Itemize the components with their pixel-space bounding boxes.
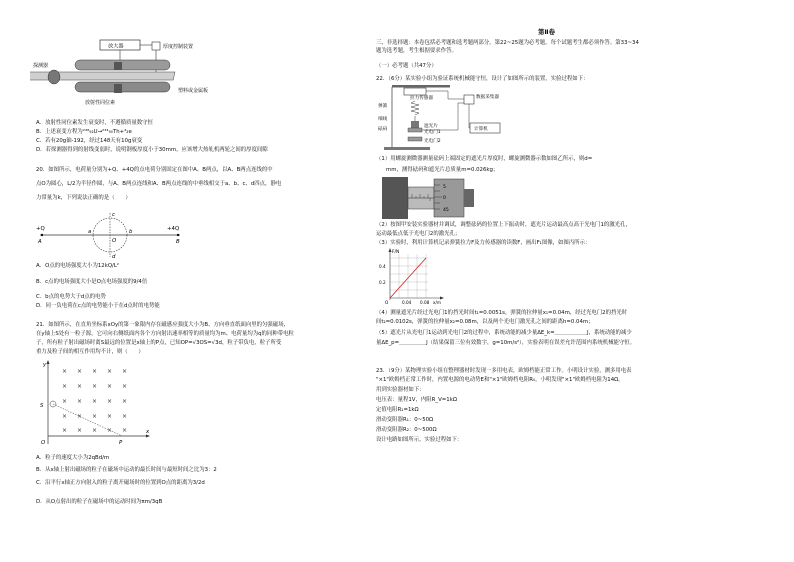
- axis-y-label: y: [43, 362, 47, 368]
- point-d-label: d: [112, 254, 116, 260]
- spring-label: 弹簧: [378, 104, 388, 109]
- graph-y-tick-02: 0.2: [379, 280, 386, 285]
- point-o-label: O: [112, 238, 117, 244]
- intro-line-2: 题为选考题，考生根据要求作答。: [376, 48, 457, 54]
- force-extension-graph: [378, 246, 448, 306]
- source-label: 放射性同位素: [85, 100, 116, 106]
- q23-line-6: 滑动变阻器R₁：0~50Ω: [376, 417, 434, 423]
- point-p-label: P: [119, 440, 123, 446]
- q21-option-d: D．从O点射出的粒子在磁场中的运动时间为πm/3qB: [36, 499, 163, 505]
- svg-text:×: ×: [122, 398, 128, 405]
- q20-line-1: 20．如图所示，电荷量分别为+Q、+4Q的点电荷分别固定在图中A、B两点，以A、B两点连线的中: [36, 167, 273, 173]
- charges-circle-figure: [32, 205, 192, 261]
- q20-line-3: 力常量为k，下列说法正确的是（ ）: [36, 195, 131, 201]
- q23-line-1: 23．（9分）某物理实验小组在整理器材时发现一多用电表，欧姆档能正常工作。小明设计实验，测多用电表: [376, 368, 632, 374]
- svg-text:×: ×: [77, 383, 83, 390]
- apparatus-figure: [378, 83, 508, 151]
- graph-x-tick-004: 0.04: [402, 300, 412, 305]
- thickness-gauge-figure: [30, 34, 215, 116]
- weight-label: 砝码: [378, 127, 388, 132]
- svg-text:×: ×: [107, 383, 113, 390]
- q20-option-d: D．同一负电荷在c点的电势能小于在d点时的电势能: [36, 303, 160, 309]
- svg-text:×: ×: [122, 383, 128, 390]
- svg-text:×: ×: [62, 427, 68, 434]
- q21-option-c: C．沿平行x轴正方向射入的粒子离开磁场时的位置到O点的距离为3/2d: [36, 480, 205, 486]
- roller-label: 塑料或金属板: [178, 88, 209, 94]
- q23-line-4: 电压表：量程1V，内阻R_V=1kΩ: [376, 397, 457, 403]
- svg-text:×: ×: [92, 398, 98, 405]
- step1-line-1: （1）用螺旋测微器测量砝码上端固定的遮光片厚度时，螺旋测微器示数如图乙所示，则d=: [376, 156, 593, 162]
- graph-ylabel: F/N: [392, 250, 400, 255]
- step2-line-2: 运动最低点低于光电门2的激光孔；: [376, 231, 461, 237]
- svg-text:×: ×: [122, 427, 128, 434]
- point-a-upper: A: [38, 239, 42, 245]
- svg-text:×: ×: [92, 368, 98, 375]
- gate1-label: 光电门1: [424, 130, 441, 135]
- step4-line-3: （5）遮光片从光电门1运动到光电门2的过程中，系统动能的减少量ΔE_k=＿＿＿＿＿＿J，系统动能的减少: [376, 330, 632, 336]
- thickness-control-label: 厚度控制装置: [163, 44, 194, 50]
- point-a-label: a: [88, 229, 92, 235]
- q21-option-b: B．从x轴上射出磁场的粒子在磁场中运动的最长时间与最短时间之比为3：2: [36, 467, 217, 473]
- svg-text:×: ×: [77, 368, 83, 375]
- micrometer-tick-45: 45: [443, 208, 449, 213]
- svg-text:×: ×: [77, 413, 83, 420]
- svg-text:×: ×: [62, 383, 68, 390]
- step4-line-4: 量ΔE_p=＿＿＿＿＿J（结果保留三位有效数字，g=10m/s²），实验表明在误差允许范围内系统机械能守恒。: [376, 340, 636, 346]
- point-c-label: c: [112, 212, 115, 218]
- q20-line-2: 点O为圆心，L/2为半径作圆，与A、B两点连线和A、B两点连线的中垂线相交于a、b、c、d四点，静电: [36, 181, 282, 187]
- amplifier-label: 放大器: [108, 43, 124, 50]
- svg-text:×: ×: [77, 427, 83, 434]
- detector-label: 探测器: [33, 63, 49, 69]
- q23-line-7: 滑动变阻器R₂：0~500Ω: [376, 427, 437, 433]
- q20-option-c: C．b点的电势大于d点的电势: [36, 294, 106, 300]
- step4-line-1: （4）测量遮光片经过光电门1的挡光时间t₁=0.0051s，弹簧的拉伸量x₁=0.04m，经过光电门2的挡光时: [376, 310, 628, 316]
- charge-b-label: +4Q: [167, 226, 180, 232]
- origin-label: O: [41, 440, 46, 446]
- graph-y-tick-04: 0.4: [379, 264, 386, 269]
- q23-line-2: "×1"欧姆档正常工作时，内置电源的电动势E和"×1"欧姆档电阻R₀，小明发现"×1"欧姆档电阻为14Ω。: [376, 377, 624, 383]
- q21-line-3: 子，所有粒子射出磁场时离S最远的位置是x轴上的P点，已知OP=√3OS=√3d，粒子带负电，粒子所受: [36, 340, 282, 346]
- q22-intro: 22．（6分）某实验小组为验证系统机械能守恒，设计了如图所示的装置，实验过程如下：: [376, 76, 589, 82]
- svg-text:×: ×: [62, 413, 68, 420]
- svg-text:×: ×: [107, 368, 113, 375]
- q19-option-a: A．放射性同位素发生衰变时，不遵循质量数守恒: [36, 120, 153, 126]
- micrometer-tick-5: 5: [443, 185, 446, 190]
- svg-text:×: ×: [122, 368, 128, 375]
- step2-line-1: （2）按图甲安装实验器材并调试，调整砝码的位置上下振动时，遮光片运动最高点高于光电门1的激光孔，: [376, 222, 631, 228]
- svg-text:×: ×: [107, 398, 113, 405]
- q19-option-c: C．若有20g铀-192，经过148天有10g衰变: [36, 138, 143, 144]
- axis-x-label: x: [146, 429, 150, 435]
- svg-text:×: ×: [92, 413, 98, 420]
- point-b-label: b: [129, 229, 133, 235]
- gate2-label: 光电门2: [424, 139, 441, 144]
- q21-line-2: 在y轴上S处有一粒子源，它可向右侧纸面内各个方向射出速率相等的质量均为m、电荷量均为q的同种带电粒: [36, 331, 294, 337]
- rope-label: 细线: [378, 117, 388, 122]
- q21-line-4: 重力及粒子间的相互作用均不计，则（ ）: [36, 349, 144, 355]
- svg-text:×: ×: [107, 427, 113, 434]
- section-title: 第Ⅱ卷: [538, 28, 555, 36]
- step1-line-2: mm，测得砝码和遮光片总质量m=0.026kg；: [386, 167, 499, 173]
- svg-text:×: ×: [122, 413, 128, 420]
- micrometer-tick-0: 0: [443, 196, 446, 201]
- step2-line-3: （3）实验时，利用计算机记录弹簧拉力F及力传感器的读数F，画出F₁图像，如图丙所示：: [376, 240, 591, 246]
- q19-option-b: B．上述衰变方程为²³⁸₉₂U→²³⁴₉₀Th+⁴₂e: [36, 129, 132, 135]
- collector-label: 数据采集器: [476, 95, 499, 100]
- magnetic-field-figure: [36, 358, 156, 450]
- svg-text:×: ×: [77, 398, 83, 405]
- q19-option-d: D．若探测器得到的射线变弱时，说明钢板厚度小于30mm，应该增大热轧机两轮之间的厚度间隙: [36, 147, 268, 153]
- svg-text:×: ×: [92, 383, 98, 390]
- svg-text:×: ×: [62, 398, 68, 405]
- step4-line-2: 间t₂=0.0102s，弹簧的拉伸量x₂=0.08m，以及两个光电门激光孔之间的距离h=0.04m；: [376, 319, 594, 325]
- graph-origin: O: [385, 300, 389, 305]
- shade-label: 遮光片: [424, 124, 438, 129]
- svg-text:×: ×: [92, 427, 98, 434]
- svg-text:×: ×: [107, 413, 113, 420]
- source-s-label: S: [40, 403, 44, 409]
- q23-line-3: 用到实验器材如下：: [376, 387, 425, 393]
- q21-line-1: 21．如图所示，在直角坐标系xOy的第一象限内存在磁感应强度大小为B、方向垂直纸面向里的匀强磁场，: [36, 322, 289, 328]
- point-b-upper: B: [176, 239, 180, 245]
- q20-option-a: A．O点的电场强度大小为12kQ/L²: [36, 263, 120, 269]
- micrometer-figure: [380, 173, 476, 225]
- q23-line-5: 定值电阻R₁=1kΩ: [376, 407, 419, 413]
- intro-line-3: （一）必考题（共47分）: [376, 63, 437, 69]
- charge-a-label: +Q: [36, 226, 45, 232]
- sensor-label: 拉力传感器: [410, 96, 433, 101]
- graph-xunit: x/m: [433, 300, 441, 305]
- intro-line-1: 三、非选择题：本卷包括必考题和选考题两部分。第22~25题为必考题，每个试题考生都必须作答。第33~34: [376, 40, 639, 46]
- q20-option-b: B．c点的电场强度大小是O点电场强度的9/4倍: [36, 279, 148, 285]
- q21-option-a: A．粒子的速度大小为2qBd/m: [36, 455, 110, 461]
- graph-x-tick-008: 0.08: [420, 300, 430, 305]
- svg-text:×: ×: [62, 368, 68, 375]
- q23-line-8: 设计电路如图所示，实验过程如下：: [376, 437, 463, 443]
- computer-label: 计算机: [474, 127, 488, 132]
